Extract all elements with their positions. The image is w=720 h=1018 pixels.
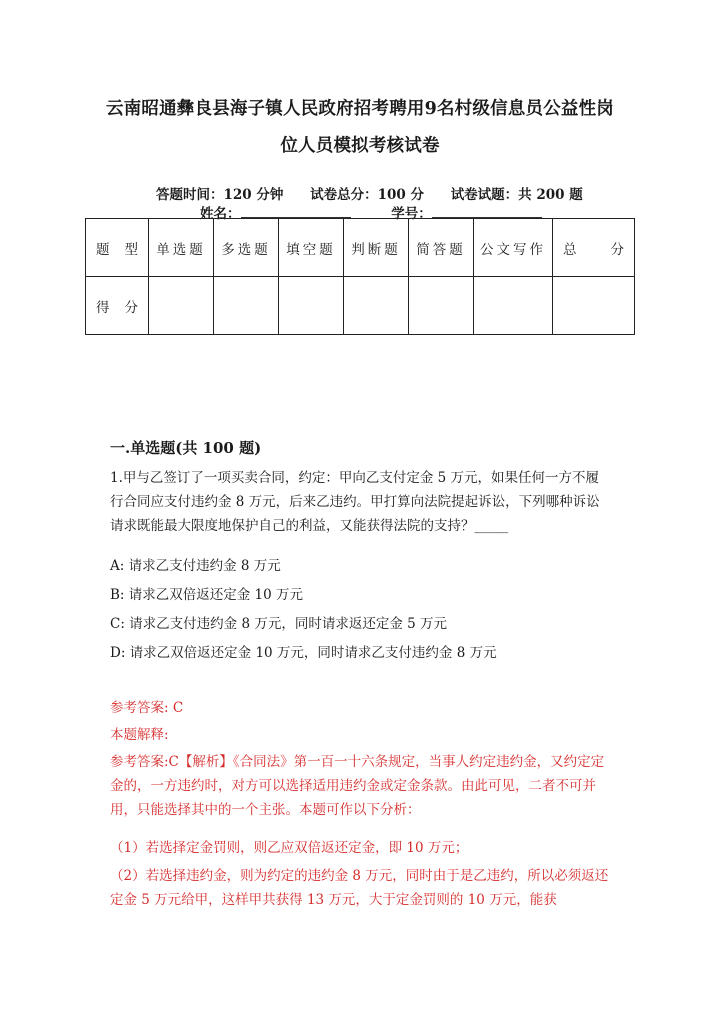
score-cell-single-choice[interactable] [149, 277, 214, 335]
explanation-label: 本题解释: [110, 727, 169, 743]
score-table [85, 218, 635, 335]
option-b[interactable]: B: 请求乙双倍返还定金 10 万元 [110, 587, 304, 603]
option-c[interactable]: C: 请求乙支付违约金 8 万元，同时请求返还定金 5 万元 [110, 616, 448, 632]
name-label: 姓名： [200, 206, 241, 222]
score-cell-true-false[interactable] [344, 277, 409, 335]
exam-question-count: 试卷试题：共 200 题 [450, 187, 583, 203]
score-table-score-row [86, 277, 635, 335]
score-cell-total[interactable] [553, 277, 635, 335]
option-a[interactable]: A: 请求乙支付违约金 8 万元 [110, 558, 281, 574]
name-blank[interactable] [241, 205, 351, 218]
col-multi-choice: 多选题 [214, 219, 279, 277]
score-cell-fill-blank[interactable] [279, 277, 344, 335]
exam-meta-info [156, 183, 605, 203]
id-label: 学号： [391, 206, 432, 222]
question-stem: 1.甲与乙签订了一项买卖合同，约定：甲向乙支付定金 5 万元，如果任何一方不履行合同应支付违约金 8 万元，后来乙违约。甲打算向法院提起诉讼，下列哪种诉讼请求既能最大限度地保护自己的利益，又能获得法院的支持？_____ [110, 470, 600, 534]
col-fill-blank: 填空题 [279, 219, 344, 277]
col-true-false: 判断题 [344, 219, 409, 277]
explanation-paragraph-2: （1）若选择定金罚则，则乙应双倍返还定金，即 10 万元； [110, 840, 469, 856]
exam-total-score: 试卷总分：100 分 [310, 187, 424, 203]
exam-title-line-2: 位人员模拟考核试卷 [280, 136, 440, 156]
col-total: 总 分 [553, 219, 635, 277]
col-single-choice: 单选题 [149, 219, 214, 277]
reference-answer: 参考答案: C [110, 700, 184, 716]
exam-title-line-1: 云南昭通彝良县海子镇人民政府招考聘用9名村级信息员公益性岗 [106, 99, 614, 119]
col-document-writing: 公文写作 [474, 219, 553, 277]
explanation-paragraph-3: （2）若选择违约金，则为约定的违约金 8 万元，同时由于是乙违约，所以必须返还定金 5 万元给甲，这样甲共获得 13 万元，大于定金罚则的 10 万元，能获 [110, 868, 609, 908]
score-table-header-row [86, 219, 635, 277]
score-cell-short-answer[interactable] [409, 277, 474, 335]
explanation-paragraph-1: 参考答案:C【解析】《合同法》第一百一十六条规定，当事人约定违约金，又约定定金的，一方违约时，对方可以选择适用违约金或定金条款。由此可见，二者不可并用，只能选择其中的一个主张。本题可作以下分析： [110, 754, 605, 818]
score-table-score-label: 得 分 [86, 277, 149, 335]
id-blank[interactable] [432, 205, 542, 218]
score-table-type-label: 题 型 [86, 219, 149, 277]
exam-time: 答题时间：120 分钟 [156, 187, 284, 203]
score-cell-multi-choice[interactable] [214, 277, 279, 335]
section-title: 一.单选题(共 100 题) [110, 439, 262, 457]
score-cell-document-writing[interactable] [474, 277, 553, 335]
option-d[interactable]: D: 请求乙双倍返还定金 10 万元，同时请求乙支付违约金 8 万元 [110, 645, 497, 661]
col-short-answer: 简答题 [409, 219, 474, 277]
